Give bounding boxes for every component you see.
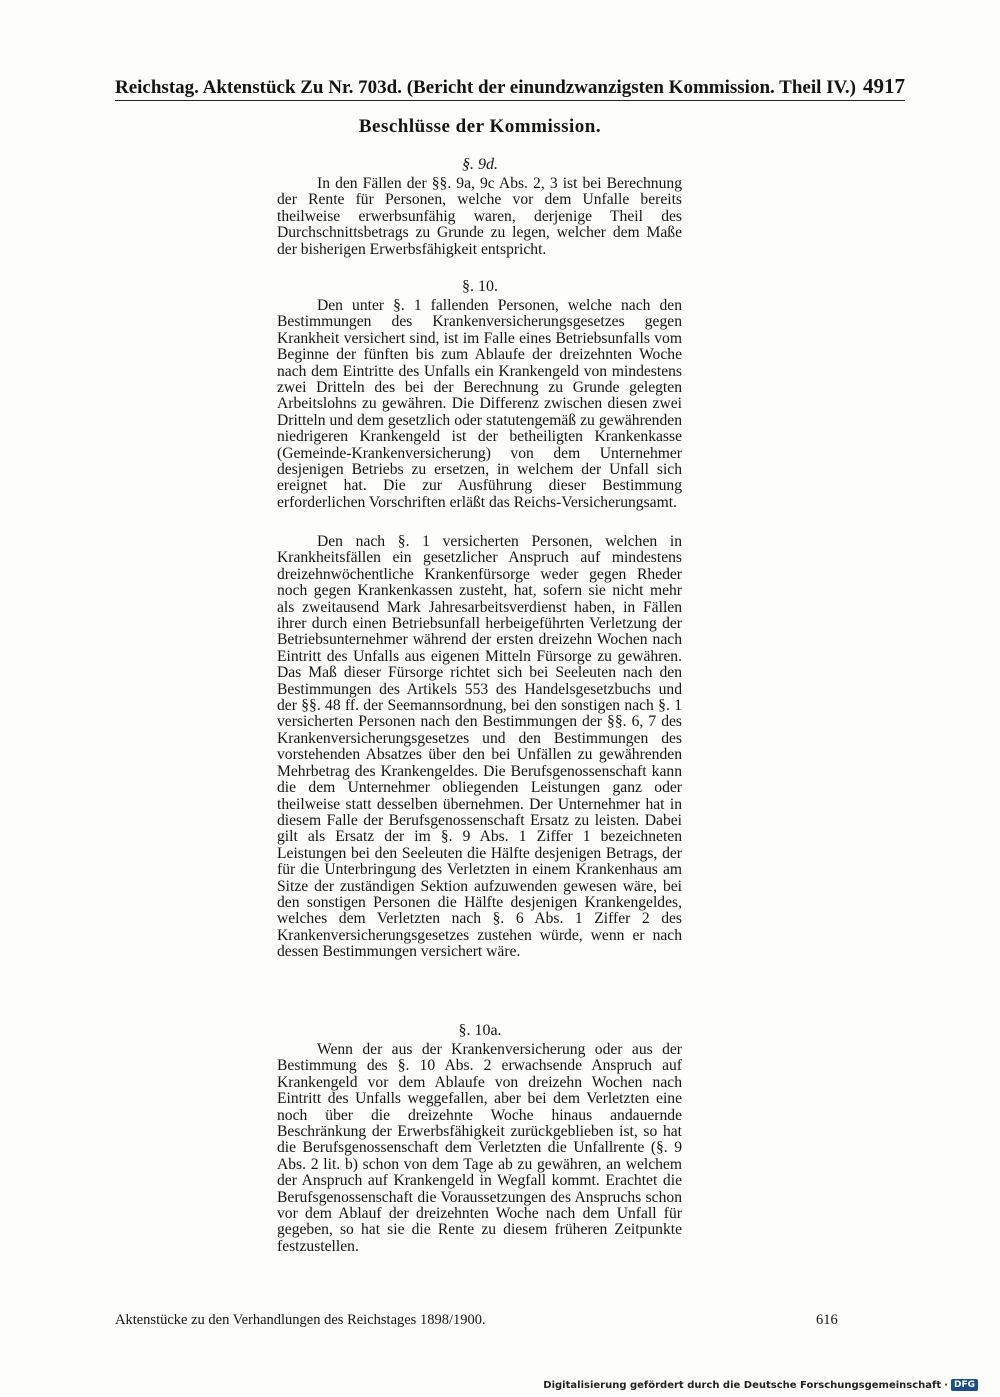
running-header xyxy=(115,74,905,99)
paragraph-10-text-1: Den unter §. 1 fallenden Personen, welche nach den Bestimmungen des Krankenversicherungsgesetzes gegen Krankheit versichert sind, ist im Falle eines Betriebsunfalls vom Beginne der fünften bis zum Ablaufe der dreizehnten Woche nach dem Eintritte des Unfalls ein Krankengeld von mindestens zwei Dritteln des bei der Berechnung zu Grunde gelegten Arbeitslohns zu gewähren. Die Differenz zwischen diesen zwei Dritteln und dem gesetzlich oder statutengemäß zu gewährenden niedrigeren Krankengeld ist der betheiligten Krankenkasse (Gemeinde-Krankenversicherung) von dem Unternehmer desjenigen Betriebs zu ersetzen, in welchem der Unfall sich ereignet hat. Die zur Ausführung dieser Bestimmung erforderlichen Vorschriften erläßt das Reichs-Versicherungsamt. xyxy=(277,297,682,511)
page-number: 4917 xyxy=(863,74,905,98)
paragraph-10a-text: Wenn der aus der Krankenversicherung oder aus der Bestimmung des §. 10 Abs. 2 erwachsende Anspruch auf Krankengeld vor dem Ablaufe von dreizehn Wochen nach Eintritt des Unfalls weggefallen, aber bei dem Verletzten eine noch über die dreizehnte Woche hinaus andauernde Beschränkung der Erwerbsfähigkeit zurückgeblieben ist, so hat die Berufsgenossenschaft dem Verletzten die Unfallrente (§. 9 Abs. 2 lit. b) schon von dem Tage ab zu gewähren, an welchem der Anspruch auf Krankengeld in Wegfall kommt. Erachtet die Berufsgenossenschaft die Voraussetzungen des Anspruchs schon vor dem Ablauf der dreizehnten Woche nach dem Unfall für gegeben, so hat sie die Rente zu diesem früheren Zeitpunkte festzustellen. xyxy=(277,1041,682,1255)
footer-sheet-number: 616 xyxy=(816,1312,838,1328)
running-header-title: Reichstag. Aktenstück Zu Nr. 703d. (Bericht der einundzwanzigsten Kommission. Theil IV.) xyxy=(115,77,856,98)
paragraph-heading-10a: §. 10a. xyxy=(458,1022,502,1039)
section-title: Beschlüsse der Kommission. xyxy=(358,116,602,137)
paragraph-9d-text: In den Fällen der §§. 9a, 9c Abs. 2, 3 ist bei Berechnung der Rente für Personen, welche vor dem Unfalle bereits theilweise erwerbsunfähig waren, derjenige Theil des Durchschnittsbetrags zu Grunde zu legen, welcher dem Maße der bisherigen Erwerbsfähigkeit entspricht. xyxy=(277,175,682,258)
dfg-logo-icon: DFG xyxy=(951,1379,978,1391)
paragraph-10-text-2: Den nach §. 1 versicherten Personen, welchen in Krankheitsfällen ein gesetzlicher Anspruch auf mindestens dreizehnwöchentliche Krankenfürsorge weder gegen Rheder noch gegen Krankenkassen zusteht, hat, sofern sie nicht mehr als zweitausend Mark Jahresarbeitsverdienst haben, in Fällen ihrer durch einen Betriebsunfall herbeigeführten Verletzung der Betriebsunternehmer während der ersten dreizehn Wochen nach Eintritt des Unfalls aus eigenen Mitteln Fürsorge zu gewähren. Das Maß dieser Fürsorge richtet sich bei Seeleuten nach den Bestimmungen des Artikels 553 des Handelsgesetzbuchs und der §§. 48 ff. der Seemannsordnung, bei den sonstigen nach §. 1 versicherten Personen nach den Bestimmungen der §§. 6, 7 des Krankenversicherungsgesetzes und den Bestimmungen des vorstehenden Absatzes über den bei Unfällen zu gewährenden Mehrbetrag des Krankengeldes. Die Berufsgenossenschaft kann die dem Unternehmer obliegenden Leistungen ganz oder theilweise statt desselben übernehmen. Der Unternehmer hat in diesem Falle der Berufsgenossenschaft Ersatz zu leisten. Dabei gilt als Ersatz der im §. 9 Abs. 1 Ziffer 1 bezeichneten Leistungen bei den Seeleuten die Hälfte desjenigen Betrags, der für die Unterbringung des Verletzten in einem Krankenhaus am Sitze der zuständigen Sektion aufzuwenden gewesen wäre, bei den sonstigen Personen die Hälfte desjenigen Krankengeldes, welches dem Verletzten nach §. 6 Abs. 1 Ziffer 2 des Krankenversicherungsgesetzes zustehen würde, wenn er nach dessen Bestimmungen versichert wäre. xyxy=(277,533,682,961)
paragraph-heading-10: §. 10. xyxy=(462,278,498,295)
footer-source: Aktenstücke zu den Verhandlungen des Reichstages 1898/1900. xyxy=(115,1312,486,1328)
paragraph-heading-9d: §. 9d. xyxy=(462,156,498,173)
credit-text: Digitalisierung gefördert durch die Deutsche Forschungsgemeinschaft xyxy=(543,1379,942,1391)
header-rule xyxy=(115,100,905,101)
digitization-credit: Digitalisierung gefördert durch die Deutsche Forschungsgemeinschaft · DFG xyxy=(543,1379,978,1391)
